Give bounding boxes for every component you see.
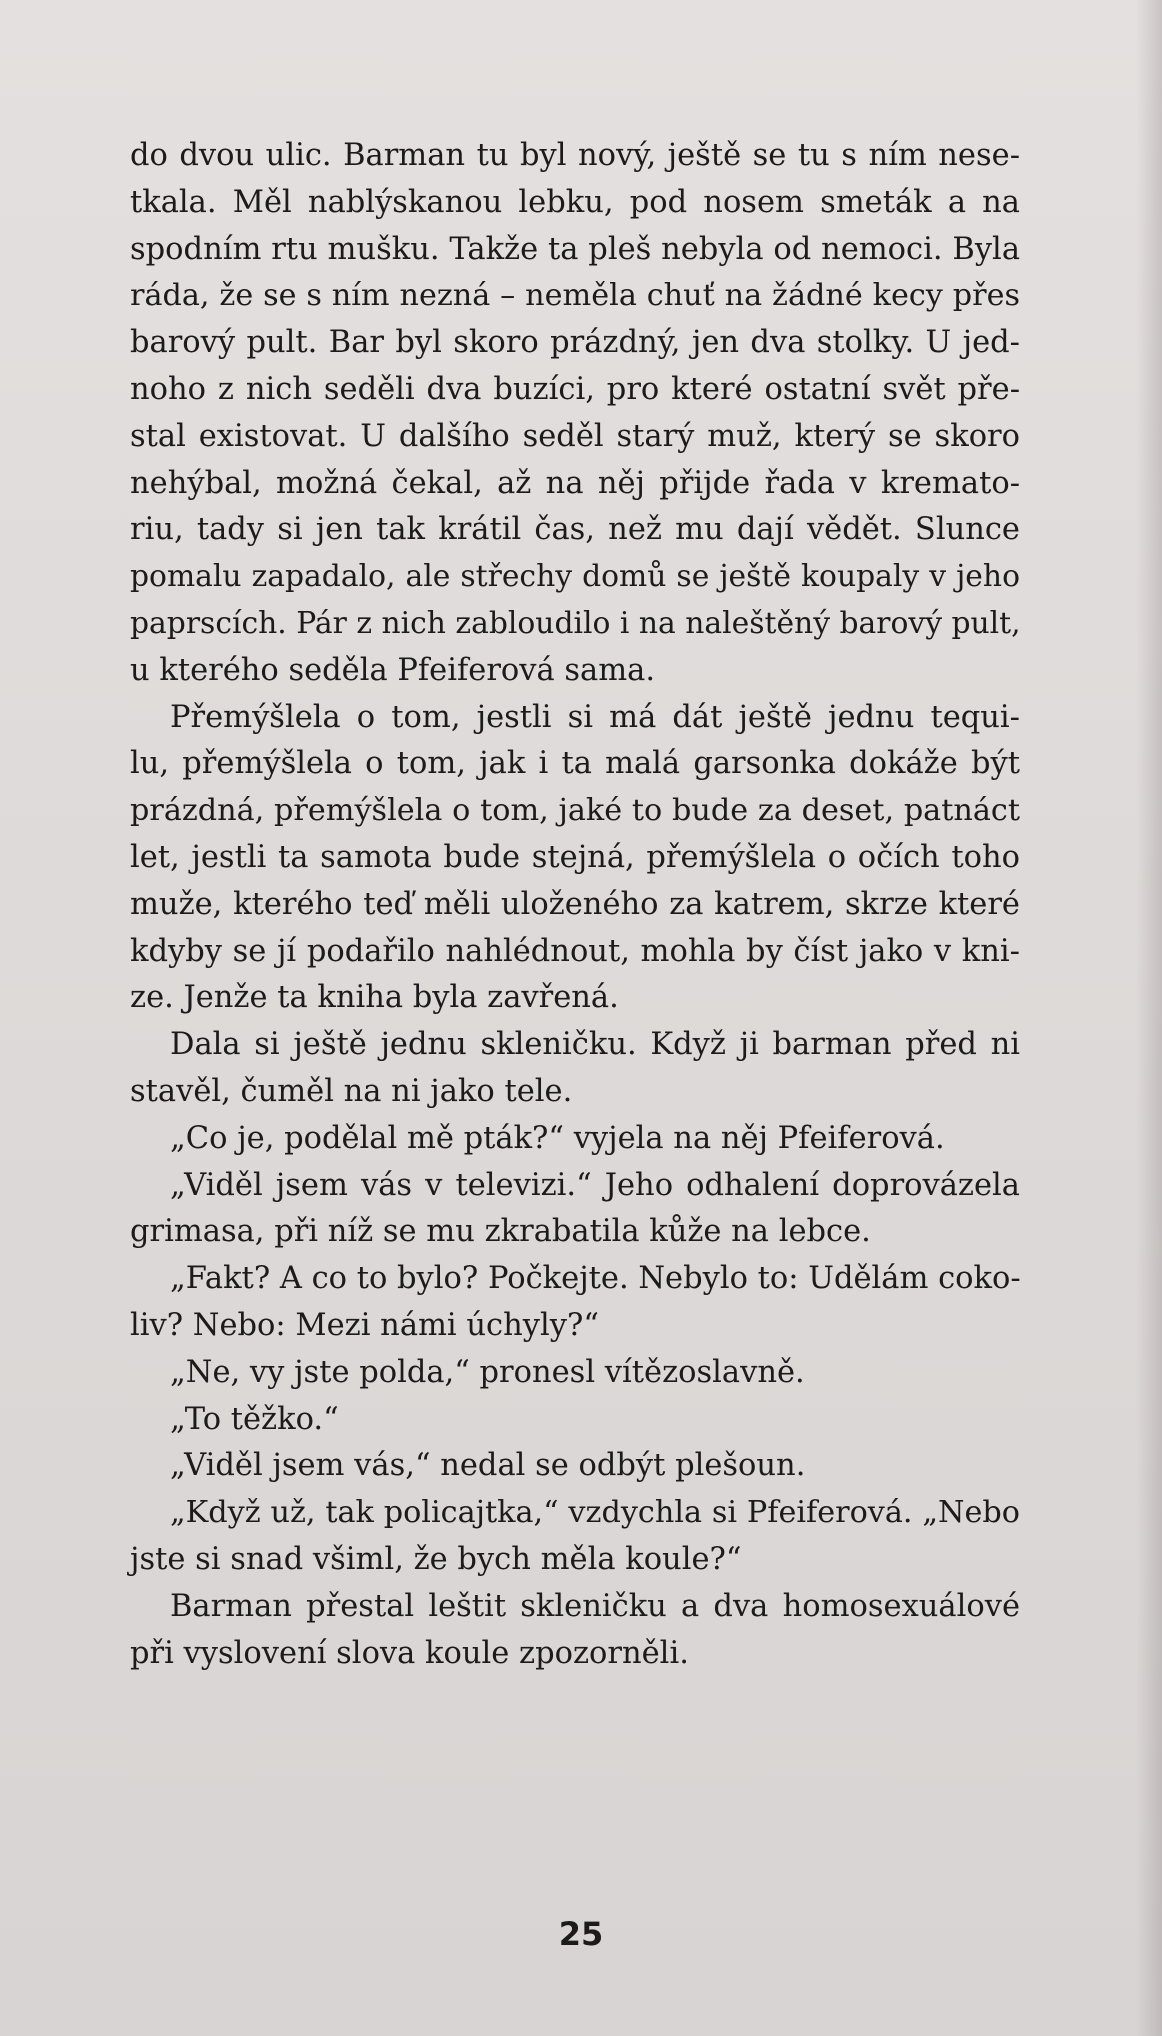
text-line: paprscích. Pár z nich zabloudilo i na naleštěný barový pult,: [130, 605, 1021, 641]
text-line: „Co je, podělal mě pták?“ vyjela na něj Pfeiferová.: [170, 1120, 945, 1156]
text-line: „Fakt? A co to bylo? Počkejte. Nebylo to: Udělám coko-: [170, 1261, 1021, 1297]
page-edge-shadow: [1136, 0, 1162, 2036]
text-line: do dvou ulic. Barman tu byl nový, ještě se tu s ním nese-: [130, 138, 1020, 173]
text-line: „To těžko.“: [170, 1401, 339, 1437]
text-line: ráda, že se s ním nezná – neměla chuť na žádné kecy přes: [130, 278, 1020, 314]
text-line: Barman přestal leštit skleničku a dva homosexuálové: [170, 1588, 1020, 1624]
text-line: stal existovat. U dalšího seděl starý muž, který se skoro: [130, 418, 1020, 454]
text-line: let, jestli ta samota bude stejná, přemýšlela o očích toho: [130, 839, 1020, 875]
text-line: ze. Jenže ta kniha byla zavřená.: [130, 980, 619, 1016]
text-line: „Viděl jsem vás v televizi.“ Jeho odhalení doprovázela: [170, 1167, 1020, 1203]
text-line: spodním rtu mušku. Takže ta pleš nebyla od nemoci. Byla: [130, 231, 1020, 267]
text-line: Dala si ještě jednu skleničku. Když ji barman před ni: [170, 1027, 1020, 1063]
text-line: liv? Nebo: Mezi námi úchyly?“: [130, 1307, 599, 1343]
text-line: tkala. Měl nablýskanou lebku, pod nosem smeták a na: [130, 184, 1020, 220]
text-line: „Viděl jsem vás,“ nedal se odbýt plešoun.: [170, 1448, 806, 1484]
text-line: barový pult. Bar byl skoro prázdný, jen dva stolky. U jed-: [130, 325, 1020, 361]
text-line: Přemýšlela o tom, jestli si má dát ještě jednu tequi-: [170, 699, 1020, 735]
page-number: 25: [558, 1915, 604, 1953]
text-line: „Když už, tak policajtka,“ vzdychla si Pfeiferová. „Nebo: [170, 1495, 1020, 1531]
text-line: stavěl, čuměl na ni jako tele.: [130, 1073, 573, 1109]
text-line: prázdná, přemýšlela o tom, jaké to bude za deset, patnáct: [130, 793, 1020, 829]
text-line: při vyslovení slova koule zpozorněli.: [130, 1635, 689, 1671]
text-line: lu, přemýšlela o tom, jak i ta malá garsonka dokáže být: [130, 746, 1020, 782]
body-text: [130, 133, 1020, 1677]
text-line: riu, tady si jen tak krátil čas, než mu dají vědět. Slunce: [130, 512, 1020, 548]
text-line: pomalu zapadalo, ale střechy domů se ještě koupaly v jeho: [130, 559, 1020, 595]
text-line: „Ne, vy jste polda,“ pronesl vítězoslavně.: [170, 1354, 805, 1390]
text-line: jste si snad všiml, že bych měla koule?“: [130, 1541, 742, 1577]
text-line: u kterého seděla Pfeiferová sama.: [130, 652, 656, 688]
text-line: nehýbal, možná čekal, až na něj přijde řada v kremato-: [130, 465, 1020, 501]
text-line: muže, kterého teď měli uloženého za katrem, skrze které: [130, 886, 1020, 922]
text-line: kdyby se jí podařilo nahlédnout, mohla by číst jako v kni-: [130, 933, 1020, 969]
text-line: noho z nich seděli dva buzíci, pro které ostatní svět pře-: [130, 371, 1020, 407]
text-line: grimasa, při níž se mu zkrabatila kůže na lebce.: [130, 1214, 871, 1250]
